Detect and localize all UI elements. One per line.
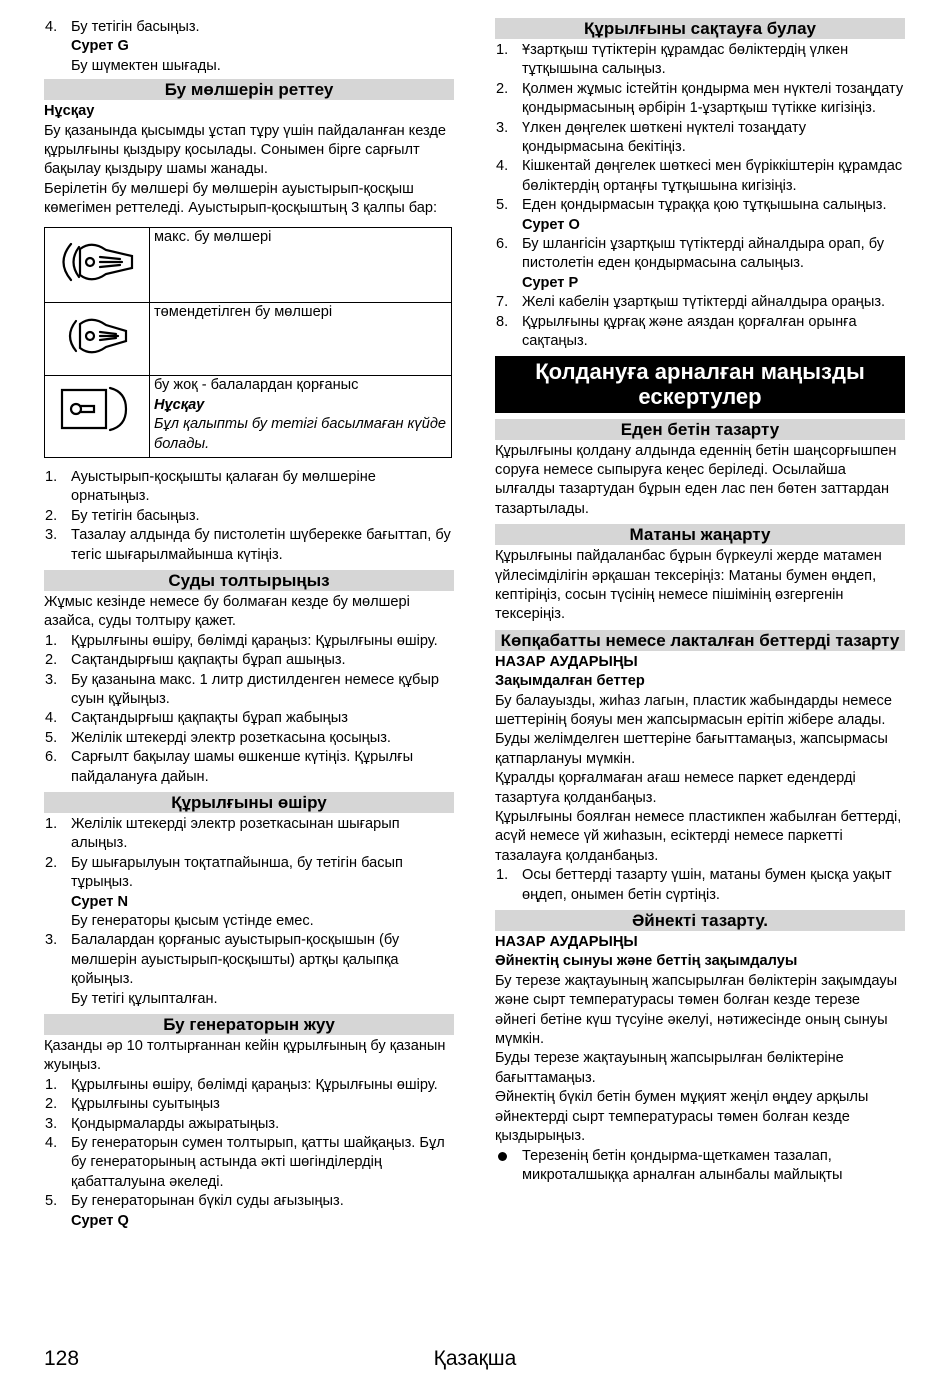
list-number: 4. bbox=[45, 1135, 58, 1152]
list-number: 5. bbox=[45, 729, 58, 746]
list-item bbox=[495, 119, 905, 158]
paragraph: Буды терезе жақтауының жапсырылған бөліктеріне бағыттамаңыз. bbox=[495, 1050, 844, 1086]
list-text: Бу генераторын сумен толтырып, қатты шайқаңыз. Бұл бу генераторының астында әкті шөгінділердің қабатталуына әкеледі. bbox=[71, 1135, 445, 1190]
list-number: 1. bbox=[45, 632, 58, 649]
list-number: 1. bbox=[45, 1076, 58, 1093]
list-text: Желілік штекерді электр розеткасына қосыңыз. bbox=[71, 729, 391, 746]
list-text: Желілік штекерді электр розеткасынан шығарып алыңыз. bbox=[71, 815, 400, 852]
section-heading-fabric: Матаны жаңарту bbox=[495, 524, 905, 545]
list-number: 6. bbox=[45, 749, 58, 766]
step-result: Бу генераторы қысым үстінде емес. bbox=[71, 913, 314, 929]
section-heading-floor: Еден бетін тазарту bbox=[495, 419, 905, 440]
list-number: 4. bbox=[496, 158, 509, 175]
list-text: Ауыстырып-қосқышты қалаған бу мөлшеріне орнатыңыз. bbox=[71, 468, 376, 505]
warning-subtitle: Зақымдалған беттер bbox=[495, 673, 645, 690]
list-item bbox=[495, 41, 905, 80]
list-item bbox=[44, 526, 454, 565]
list-number: 2. bbox=[45, 1096, 58, 1113]
list-text: Кішкентай дөңгелек шөткесі мен бүріккіштерін құрамдас бөліктердің ортаңғы тұтқышына кигізіңіз. bbox=[522, 158, 903, 194]
list-number: 1. bbox=[496, 42, 509, 58]
list-text: Осы беттерді тазарту үшін, матаны бумен қысқа уақыт өңдеп, онымен бетін сүртіңіз. bbox=[522, 867, 892, 903]
list-text: Еден қондырмасын тұраққа қою тұтқышына салыңыз. bbox=[522, 197, 887, 214]
list-item bbox=[495, 313, 905, 352]
list-text: Құрылғыны өшіру, бөлімді қараңыз: Құрылғыны өшіру. bbox=[71, 1076, 438, 1093]
figure-reference: Сурет Q bbox=[71, 1212, 129, 1229]
list-number: 1. bbox=[45, 815, 58, 832]
reduced-steam-icon bbox=[45, 303, 150, 376]
list-text: Сақтандырғыш қақпақты бұрап ашыңыз. bbox=[71, 652, 346, 669]
list-number: 3. bbox=[45, 932, 58, 949]
list-text: Құрылғыны суытыңыз bbox=[71, 1096, 220, 1113]
list-item bbox=[44, 729, 454, 748]
list-text: Құрылғыны өшіру, бөлімді қараңыз: Құрылғыны өшіру. bbox=[71, 632, 438, 649]
paragraph: Бу терезе жақтауының жапсырылған бөліктерін зақымдауы және сырт температурасы төмен болған кезде терезе әйнегі бетіне күш түсуіне әкелуі, нәтижесінде оның сынуы мүмкін. bbox=[495, 972, 898, 1048]
list-number: 5. bbox=[496, 197, 509, 214]
list-text: Сарғылт бақылау шамы өшкенше күтіңіз. Құрылғы пайдалануға дайын. bbox=[71, 749, 414, 785]
list-number: 3. bbox=[45, 1115, 58, 1132]
list-item bbox=[44, 815, 454, 854]
section-heading-coated-surfaces: Көпқабатты немесе лакталған беттерді тазарту bbox=[495, 630, 905, 651]
list-number: 4. bbox=[45, 710, 58, 727]
figure-reference: Сурет O bbox=[522, 216, 580, 233]
section-heading-storage: Құрылғыны сақтауға булау bbox=[495, 18, 905, 39]
list-number: 8. bbox=[496, 313, 509, 330]
list-text: Желі кабелін ұзартқыш түтіктерді айналдыра ораңыз. bbox=[522, 294, 886, 311]
list-number: 3. bbox=[45, 671, 58, 688]
note-label: Нұсқау bbox=[154, 396, 205, 413]
list-number: 2. bbox=[45, 854, 58, 871]
steam-mode-table bbox=[44, 227, 452, 458]
list-text: Бу шлангісін ұзартқыш түтіктерді айналдыра орап, бу пистолетін еден қондырмасына салыңыз. bbox=[522, 236, 885, 272]
mode-label: бу жоқ - балалардан қорғаныс bbox=[154, 377, 359, 394]
list-number: 3. bbox=[45, 527, 58, 544]
list-item bbox=[44, 748, 454, 787]
child-lock-icon bbox=[45, 376, 150, 457]
section-heading-switch-off: Құрылғыны өшіру bbox=[44, 792, 454, 813]
list-number: 5. bbox=[45, 1193, 58, 1210]
list-number: 1. bbox=[496, 867, 509, 884]
note-label: Нұсқау bbox=[44, 103, 95, 120]
list-item bbox=[44, 1134, 454, 1192]
list-text: Сақтандырғыш қақпақты бұрап жабыңыз bbox=[71, 710, 348, 727]
warning-subtitle: Әйнектің сынуы және беттің зақымдалуы bbox=[495, 953, 798, 970]
right-column bbox=[495, 18, 905, 1185]
paragraph: Берілетін бу мөлшері бу мөлшерін ауыстырып-қосқыш көмегімен реттеледі. Ауыстырып-қосқыштың 3 қалпы бар: bbox=[44, 180, 438, 217]
list-item bbox=[44, 18, 454, 37]
paragraph: Құрылғыны қолдану алдында еденнің бетін шаңсорғышпен соруға немесе сыпыруға кеңес беріледі. Осылайша ылғалды тазартудан бұрын еден лас пен бөтен заттардан тазартылады. bbox=[495, 442, 897, 517]
figure-reference: Сурет P bbox=[522, 274, 579, 291]
bullet-text: Терезенің бетін қондырма-щеткамен тазалап, микроталшыққа арналған алынбалы майлықты bbox=[522, 1147, 843, 1183]
max-steam-icon bbox=[45, 227, 150, 302]
figure-reference: Сурет N bbox=[71, 893, 129, 910]
page-number: 128 bbox=[44, 1347, 80, 1370]
list-item bbox=[495, 293, 905, 312]
list-number: 4. bbox=[45, 19, 58, 35]
note-text: Бұл қалыпты бу тетігі басылмаған күйде болады. bbox=[154, 416, 447, 452]
step-result: Бу тетігі құлыпталған. bbox=[71, 990, 218, 1007]
list-text: Бу генераторынан бүкіл суды ағызыңыз. bbox=[71, 1193, 344, 1210]
paragraph: Буды желімделген шеттеріне бағыттамаңыз, жапсырмасы қатпарлануы мүмкін. bbox=[495, 731, 888, 767]
left-column bbox=[44, 18, 454, 1231]
list-item bbox=[44, 468, 454, 507]
list-number: 2. bbox=[45, 507, 58, 524]
list-text: Үлкен дөңгелек шөткені нүктелі тозаңдату қондырмасына бекітіңіз. bbox=[522, 119, 807, 156]
section-heading-wash-generator: Бу генераторын жуу bbox=[44, 1014, 454, 1035]
mode-label: төмендетілген бу мөлшері bbox=[150, 303, 452, 376]
list-item bbox=[44, 507, 454, 526]
list-item bbox=[44, 1192, 454, 1211]
list-number: 2. bbox=[496, 80, 509, 97]
list-text: Құрылғыны құрғақ және аяздан қорғалған орынға сақтаңыз. bbox=[522, 313, 857, 350]
paragraph: Құрылғыны боялған немесе пластикпен жабылған беттерді, асүй немесе үй жиһазын, есіктерді немесе паркетті тазалауға қолданбаңыз. bbox=[495, 809, 902, 864]
list-text: Балалардан қорғаныс ауыстырып-қосқышын (бу мөлшерін ауыстырып-қосқышты) артқы қалыпқа қойыңыз. bbox=[71, 932, 400, 988]
list-item bbox=[495, 196, 905, 215]
bullet-icon bbox=[498, 1152, 507, 1161]
list-text: Бу қазанына макс. 1 литр дистилденген немесе құбыр суын құйыңыз. bbox=[71, 671, 440, 707]
list-text: Бу тетігін басыңыз. bbox=[71, 507, 200, 524]
list-text: Тазалау алдында бу пистолетін шүберекке бағыттап, бу тегіс шығарылмайынша күтіңіз. bbox=[71, 527, 451, 563]
mode-cell bbox=[150, 376, 452, 457]
list-item bbox=[44, 931, 454, 989]
list-number: 2. bbox=[45, 652, 58, 669]
list-item bbox=[44, 854, 454, 893]
paragraph: Құрылғыны пайдаланбас бұрын бүркеулі жерде матамен үйлесімділігін әрқашан тексеріңіз: Матаны бумен өңдеп, кептіріңіз, сосын түсінің немесе пішімінің өзгергенін тексеріңіз. bbox=[495, 548, 882, 623]
step-result: Бу шүмектен шығады. bbox=[71, 57, 221, 74]
section-heading-fill-water: Суды толтырыңыз bbox=[44, 570, 454, 591]
list-text: Бу шығарылуын тоқтатпайынша, бу тетігін басып тұрыңыз. bbox=[71, 854, 403, 891]
list-number: 1. bbox=[45, 468, 58, 485]
list-item bbox=[44, 709, 454, 728]
bullet-item bbox=[495, 1147, 905, 1186]
figure-reference: Сурет G bbox=[71, 38, 129, 55]
list-text: Қондырмаларды ажыратыңыз. bbox=[71, 1115, 280, 1132]
list-item bbox=[495, 80, 905, 119]
list-text: Бу тетігін басыңыз. bbox=[71, 19, 200, 35]
list-item bbox=[495, 157, 905, 196]
section-heading-glass: Әйнекті тазарту. bbox=[495, 910, 905, 931]
list-text: Ұзартқыш түтіктерін құрамдас бөліктердің үлкен тұтқышына салыңыз. bbox=[522, 42, 849, 78]
list-number: 3. bbox=[496, 119, 509, 136]
list-item bbox=[44, 671, 454, 710]
list-number: 6. bbox=[496, 236, 509, 253]
mode-label: макс. бу мөлшері bbox=[150, 227, 452, 302]
list-item bbox=[44, 1076, 454, 1095]
paragraph: Әйнектің бүкіл бетін бумен мұқият жеңіл өңдеу арқылы әйнектерді сырт температурасы төмен болған кезде қыздырыңыз. bbox=[495, 1089, 869, 1145]
list-item bbox=[495, 866, 905, 905]
paragraph: Бу қазанында қысымды ұстап тұру үшін пайдаланған кезде құрылғыны қыздыру қосылады. Сонымен бірге сарғылт бақылау қыздыру шамы жанады. bbox=[44, 122, 447, 178]
paragraph: Құралды қорғалмаған ағаш немесе паркет едендерді тазартуға қолданбаңыз. bbox=[495, 770, 856, 806]
list-text: Қолмен жұмыс істейтін қондырма мен нүктелі тозаңдату қондырмасының әрбірін 1-ұзартқыш түтікке кигізіңіз. bbox=[522, 80, 904, 117]
chapter-heading: Қолдануға арналған маңызды ескертулер bbox=[495, 356, 905, 413]
section-heading-steam-amount: Бу мөлшерін реттеу bbox=[44, 79, 454, 100]
list-item bbox=[44, 1095, 454, 1114]
list-item bbox=[495, 235, 905, 274]
paragraph: Қазанды әр 10 толтырғаннан кейін құрылғының бу қазанын жуыңыз. bbox=[44, 1038, 446, 1074]
footer-language: Қазақша bbox=[433, 1347, 517, 1370]
paragraph: Бу балауызды, жиһаз лагын, пластик жабындарды немесе шеттерінің бояуы мен жапсырмасын ерітіп жібере алады. bbox=[495, 692, 892, 728]
attention-label: НАЗАР АУДАРЫҢЫ bbox=[495, 653, 638, 670]
list-item bbox=[44, 1115, 454, 1134]
list-item bbox=[44, 651, 454, 670]
paragraph: Жұмыс кезінде немесе бу болмаған кезде бу мөлшері азайса, суды толтыру қажет. bbox=[44, 593, 410, 630]
list-number: 7. bbox=[496, 294, 509, 311]
attention-label: НАЗАР АУДАРЫҢЫ bbox=[495, 934, 638, 951]
list-item bbox=[44, 632, 454, 651]
